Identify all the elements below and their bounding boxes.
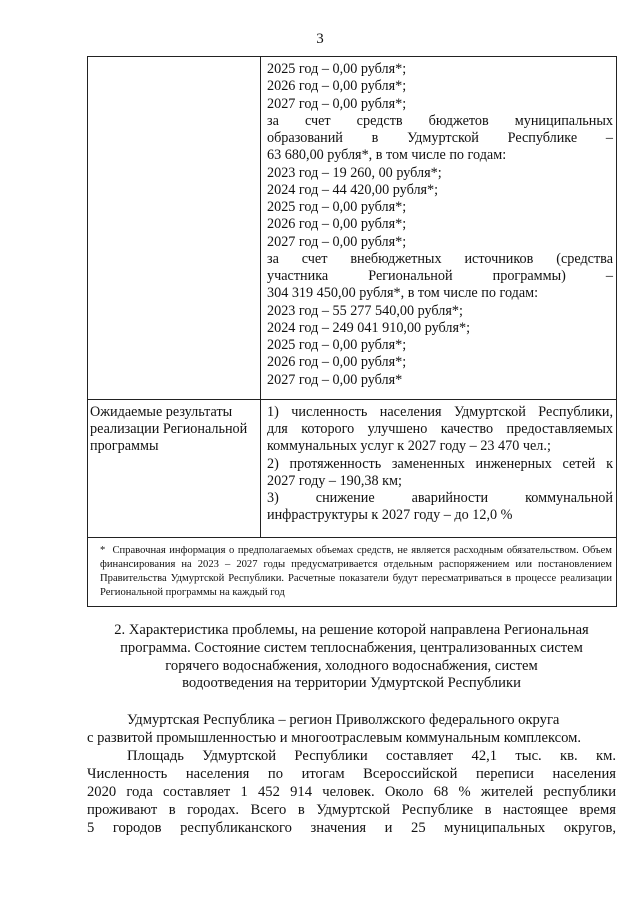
paragraph-line: Удмуртская Республика – регион Приволжского федерального округа xyxy=(127,712,560,728)
paragraph-line: Площадь Удмуртской Республики составляет 42,1 тыс. кв. км. xyxy=(127,748,616,764)
funding-line: 2023 год – 55 277 540,00 рубля*; xyxy=(267,302,463,319)
funding-line: 2027 год – 0,00 рубля* xyxy=(267,371,403,388)
results-label: программы xyxy=(90,438,159,455)
funding-line: 2026 год – 0,00 рубля*; xyxy=(267,78,407,95)
footnote-cell xyxy=(88,537,617,606)
extrabudget-funding-total: 304 319 450,00 рубля*, в том числе по годам: xyxy=(267,285,539,302)
section-heading-line: горячего водоснабжения, холодного водоснабжения, систем xyxy=(165,657,538,674)
result-item: для которого улучшено качество предоставляемых xyxy=(267,421,613,437)
footnote-text xyxy=(100,544,612,600)
funding-line: 2025 год – 0,00 рубля*; xyxy=(267,199,407,215)
results-label: реализации Региональной xyxy=(90,421,248,437)
footnote-mark: * xyxy=(100,544,106,556)
funding-row xyxy=(88,57,617,400)
result-item: 2) протяженность замененных инженерных сетей к xyxy=(267,455,613,472)
municipal-funding-heading: образований в Удмуртской Республике – xyxy=(267,130,613,146)
funding-line: 2025 год – 0,00 рубля*; xyxy=(267,337,407,353)
results-row xyxy=(88,399,617,537)
result-item: коммунальных услуг к 2027 году – 23 470 чел.; xyxy=(267,438,551,455)
results-label: Ожидаемые результаты xyxy=(90,403,233,420)
result-item: 2027 году – 190,38 км; xyxy=(267,472,402,489)
paragraph-line: проживают в городах. Всего в Удмуртской Республике в настоящее время xyxy=(87,802,616,818)
body-paragraphs xyxy=(87,711,616,837)
funding-line: 2024 год – 44 420,00 рубля*; xyxy=(267,181,439,198)
section-heading-line: водоотведения на территории Удмуртской Республики xyxy=(182,675,521,692)
section-heading-line: 2. Характеристика проблемы, на решение которой направлена Региональная xyxy=(114,622,589,638)
program-passport-table xyxy=(87,56,617,607)
results-value-cell xyxy=(261,399,617,537)
extrabudget-funding-heading: за счет внебюджетных источников (средства xyxy=(267,250,613,267)
footnote-body: Справочная информация о предполагаемых объемах средств, не является расходным обязательством. Объем финансирования на 2023 – 2027 годы предусматривается отдельным распоряжением или постановлением Правительства Удмуртской Республики. Расчетные показатели будут пересматриваться в процессе реализации Региональной программы на каждый год xyxy=(100,544,612,598)
funding-line: 2023 год – 19 260, 00 рубля*; xyxy=(267,164,442,181)
funding-label-cell xyxy=(88,57,261,400)
result-item: 3) снижение аварийности коммунальной xyxy=(267,490,613,506)
municipal-funding-total: 63 680,00 рубля*, в том числе по годам: xyxy=(267,147,507,164)
funding-line: 2026 год – 0,00 рубля*; xyxy=(267,354,407,371)
funding-line: 2025 год – 0,00 рубля*; xyxy=(267,61,407,77)
funding-line: 2024 год – 249 041 910,00 рубля*; xyxy=(267,319,471,336)
paragraph-line: Численность населения по итогам Всероссийской переписи населения xyxy=(87,766,616,782)
funding-line: 2026 год – 0,00 рубля*; xyxy=(267,216,407,233)
funding-value-cell xyxy=(261,57,617,400)
result-item: инфраструктуры к 2027 году – до 12,0 % xyxy=(267,507,513,524)
paragraph-line: 5 городов республиканского значения и 25 муниципальных округов, xyxy=(87,820,616,836)
funding-line: 2027 год – 0,00 рубля*; xyxy=(267,95,407,112)
page-number: 3 xyxy=(316,31,324,47)
extrabudget-funding-heading: участника Региональной программы) – xyxy=(267,268,613,284)
section-heading-line: программа. Состояние систем теплоснабжения, централизованных систем xyxy=(120,639,583,656)
paragraph-line: с развитой промышленностью и многоотраслевым коммунальным комплексом. xyxy=(87,730,582,746)
result-item: 1) численность населения Удмуртской Республики, xyxy=(267,403,613,420)
funding-line: 2027 год – 0,00 рубля*; xyxy=(267,233,407,250)
footnote-row xyxy=(88,537,617,606)
municipal-funding-heading: за счет средств бюджетов муниципальных xyxy=(267,112,613,129)
results-label-cell xyxy=(88,399,261,537)
paragraph-line: 2020 года составляет 1 452 914 человек. Около 68 % жителей республики xyxy=(87,784,616,800)
section-heading xyxy=(87,622,616,693)
